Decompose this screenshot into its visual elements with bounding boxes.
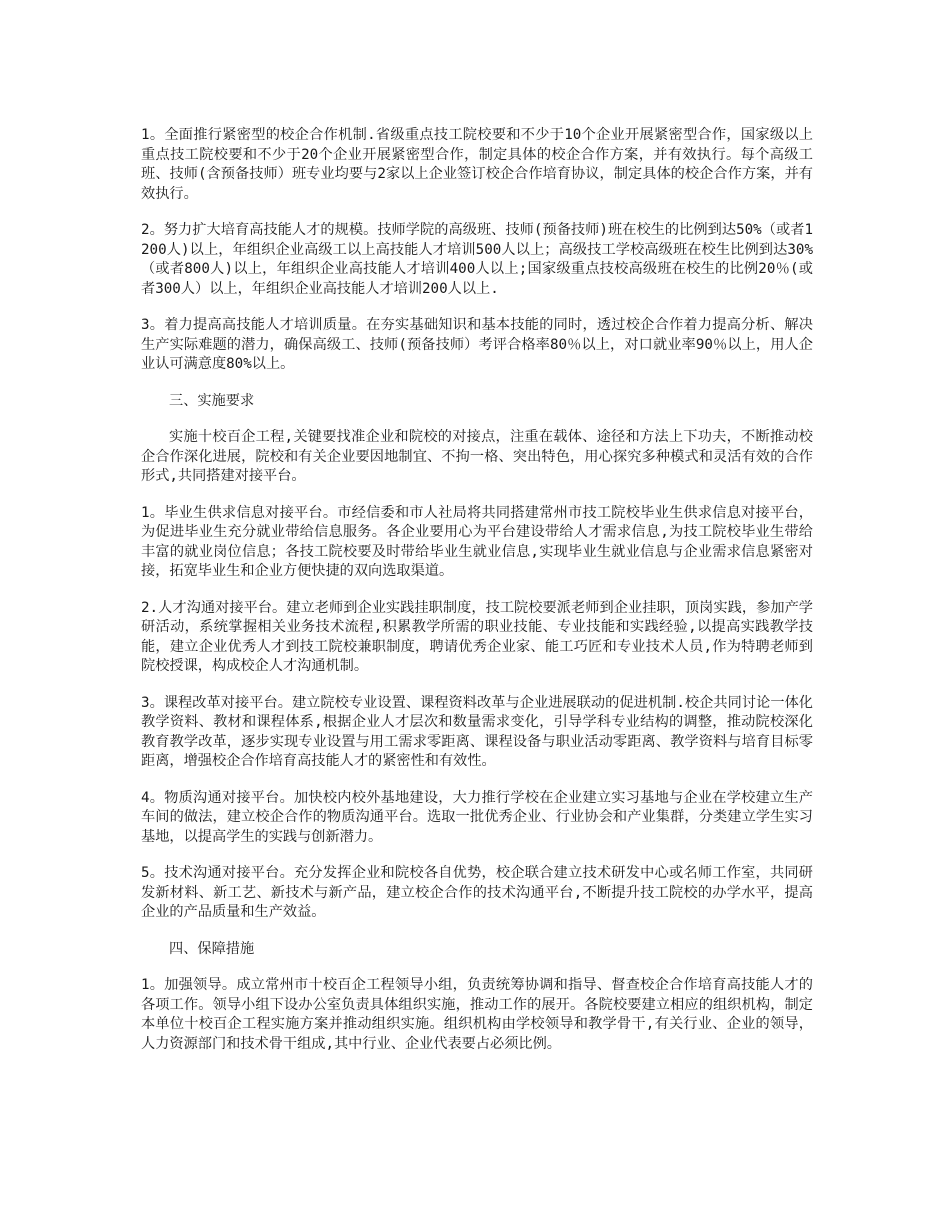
paragraph-goal-3: 3。着力提高高技能人才培训质量。在夯实基础知识和基本技能的同时，透过校企合作着力提高分析、解决生产实际难题的潜力，确保高级工、技师(预备技师）考评合格率80％以上，对口就业率90％以上，用人企业认可满意度80%以上。 [141, 317, 813, 372]
section-heading-safeguards: 四、保障措施 [169, 940, 255, 957]
paragraph-platform-5: 5。技术沟通对接平台。充分发挥企业和院校各自优势，校企联合建立技术研发中心或名师工作室，共同研发新材料、新工艺、新技术与新产品，建立校企合作的技术沟通平台,不断提升技工院校的办学水平，提高企业的产品质量和生产效益。 [141, 865, 813, 920]
paragraph-goal-2: 2。努力扩大培育高技能人才的规模。技师学院的高级班、技师(预备技师)班在校生的比例到达50%（或者1200人)以上，年组织企业高级工以上高技能人才培训500人以上；高级技工学校高级班在校生比例到达30%（或者800人)以上，年组织企业高技能人才培训400人以上;国家级重点技校高级班在校生的比例20％(或者300人）以上，年组织企业高技能人才培训200人以上. [141, 222, 813, 297]
paragraph-goal-1: 1。全面推行紧密型的校企合作机制.省级重点技工院校要和不少于10个企业开展紧密型合作，国家级以上重点技工院校要和不少于20个企业开展紧密型合作，制定具体的校企合作方案，并有效执行。每个高级工班、技师(含预备技师）班专业均要与2家以上企业签订校企合作培育协议，制定具体的校企合作方案，并有效执行。 [141, 127, 813, 202]
paragraph-implementation-intro: 实施十校百企工程,关键要找准企业和院校的对接点，注重在载体、途径和方法上下功夫，不断推动校企合作深化进展，院校和有关企业要因地制宜、不拘一格、突出特色，用心探究多种模式和灵活有效的合作形式,共同搭建对接平台。 [141, 429, 813, 484]
paragraph-platform-1: 1。毕业生供求信息对接平台。市经信委和市人社局将共同搭建常州市技工院校毕业生供求信息对接平台，为促进毕业生充分就业带给信息服务。各企业要用心为平台建设带给人才需求信息,为技工院校毕业生带给丰富的就业岗位信息；各技工院校要及时带给毕业生就业信息,实现毕业生就业信息与企业需求信息紧密对接，拓宽毕业生和企业方便快捷的双向选取渠道。 [141, 504, 813, 579]
paragraph-platform-2: 2.人才沟通对接平台。建立老师到企业实践挂职制度，技工院校要派老师到企业挂职，顶岗实践，参加产学研活动，系统掌握相关业务技术流程,积累教学所需的职业技能、专业技能和实践经验,以提高实践教学技能，建立企业优秀人才到技工院校兼职制度，聘请优秀企业家、能工巧匠和专业技术人员,作为特聘老师到院校授课，构成校企人才沟通机制。 [141, 599, 813, 674]
paragraph-platform-4: 4。物质沟通对接平台。加快校内校外基地建设，大力推行学校在企业建立实习基地与企业在学校建立生产车间的做法，建立校企合作的物质沟通平台。选取一批优秀企业、行业协会和产业集群，分类建立学生实习基地，以提高学生的实践与创新潜力。 [141, 789, 813, 845]
section-heading-implementation: 三、实施要求 [169, 392, 255, 409]
paragraph-platform-3: 3。课程改革对接平台。建立院校专业设置、课程资料改革与企业进展联动的促进机制.校企共同讨论一体化教学资料、教材和课程体系,根据企业人才层次和数量需求变化，引导学科专业结构的调整，推动院校深化教育教学改革，逐步实现专业设置与用工需求零距离、课程设备与职业活动零距离、教学资料与培育目标零距离，增强校企合作培育高技能人才的紧密性和有效性。 [141, 694, 813, 769]
document-body [141, 126, 813, 1071]
paragraph-safeguard-1: 1。加强领导。成立常州市十校百企工程领导小组，负责统筹协调和指导、督查校企合作培育高技能人才的各项工作。领导小组下设办公室负责具体组织实施，推动工作的展开。各院校要建立相应的组织机构，制定本单位十校百企工程实施方案并推动组织实施。组织机构由学校领导和教学骨干,有关行业、企业的领导，人力资源部门和技术骨干组成,其中行业、企业代表要占必须比例。 [141, 977, 813, 1052]
